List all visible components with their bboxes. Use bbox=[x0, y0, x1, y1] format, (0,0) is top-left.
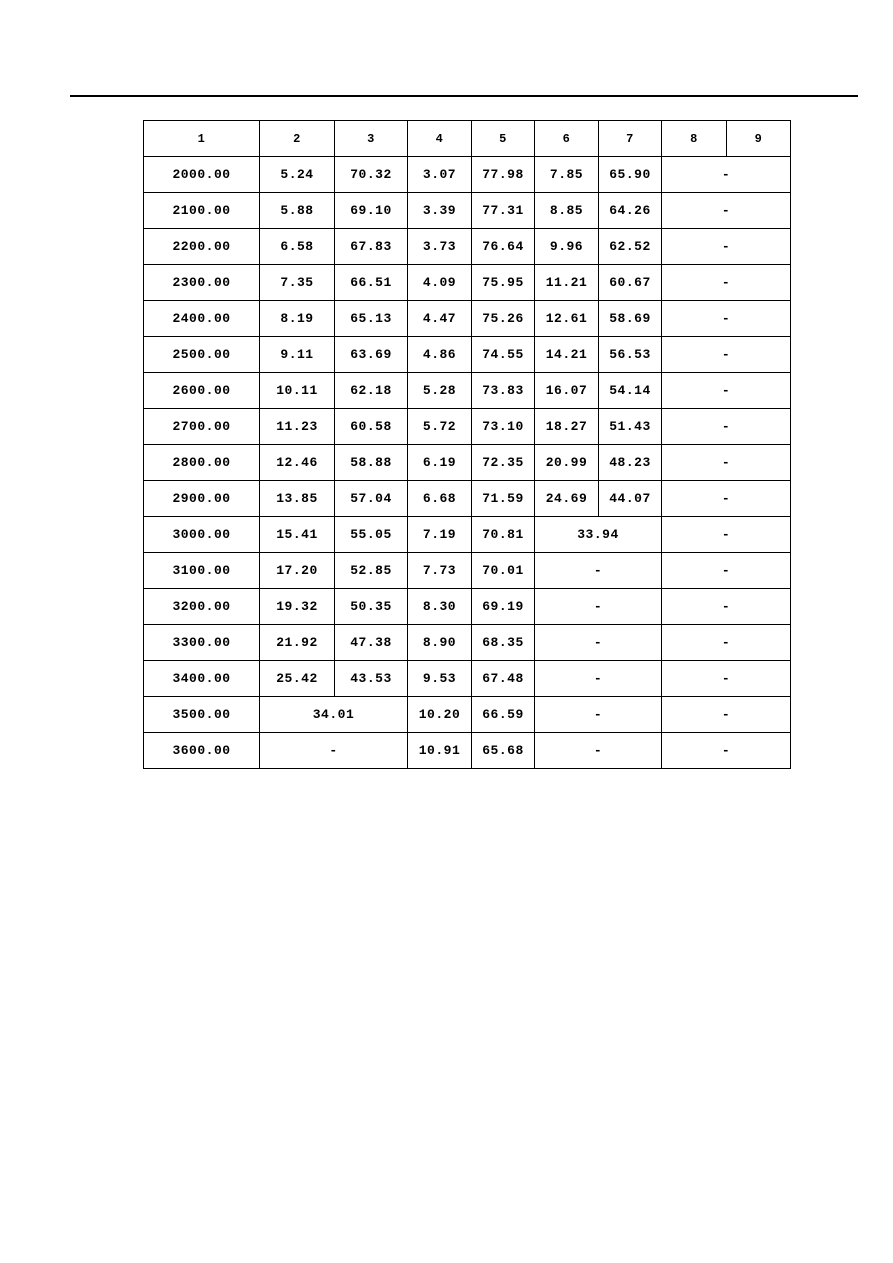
table-cell: - bbox=[662, 337, 791, 373]
table-cell: - bbox=[535, 553, 662, 589]
table-cell: 71.59 bbox=[472, 481, 535, 517]
header-row bbox=[144, 121, 791, 157]
table-cell: 3200.00 bbox=[144, 589, 260, 625]
table-cell: 3500.00 bbox=[144, 697, 260, 733]
table-cell: - bbox=[662, 409, 791, 445]
table-row bbox=[144, 697, 791, 733]
table-cell: - bbox=[535, 733, 662, 769]
header-cell: 3 bbox=[335, 121, 408, 157]
table-cell: 66.59 bbox=[472, 697, 535, 733]
table-cell: 14.21 bbox=[535, 337, 599, 373]
table-cell: 2100.00 bbox=[144, 193, 260, 229]
table-cell: - bbox=[662, 229, 791, 265]
table-cell: 50.35 bbox=[335, 589, 408, 625]
table-cell: - bbox=[662, 373, 791, 409]
table-cell: 2600.00 bbox=[144, 373, 260, 409]
table-cell: 5.28 bbox=[408, 373, 472, 409]
table-row bbox=[144, 517, 791, 553]
table-cell: - bbox=[662, 733, 791, 769]
table-cell: 4.47 bbox=[408, 301, 472, 337]
table-cell: - bbox=[662, 445, 791, 481]
header-cell: 8 bbox=[662, 121, 727, 157]
table-cell: 57.04 bbox=[335, 481, 408, 517]
table-row bbox=[144, 733, 791, 769]
table-cell: - bbox=[662, 481, 791, 517]
table-cell: 55.05 bbox=[335, 517, 408, 553]
top-rule bbox=[70, 95, 858, 97]
table-cell: 72.35 bbox=[472, 445, 535, 481]
table-cell: 68.35 bbox=[472, 625, 535, 661]
table-cell: - bbox=[662, 517, 791, 553]
table-cell: 2300.00 bbox=[144, 265, 260, 301]
table-cell: 4.09 bbox=[408, 265, 472, 301]
table-cell: 60.58 bbox=[335, 409, 408, 445]
table-cell: 70.01 bbox=[472, 553, 535, 589]
table-cell: 3400.00 bbox=[144, 661, 260, 697]
table-cell: 65.68 bbox=[472, 733, 535, 769]
table-cell: 6.68 bbox=[408, 481, 472, 517]
table-cell: 20.99 bbox=[535, 445, 599, 481]
table-cell: 12.46 bbox=[260, 445, 335, 481]
table-cell: 67.48 bbox=[472, 661, 535, 697]
table-row bbox=[144, 661, 791, 697]
table-cell: - bbox=[662, 157, 791, 193]
table-row bbox=[144, 193, 791, 229]
table-cell: 2000.00 bbox=[144, 157, 260, 193]
table-cell: 11.23 bbox=[260, 409, 335, 445]
table-cell: 73.10 bbox=[472, 409, 535, 445]
header-cell: 2 bbox=[260, 121, 335, 157]
table-cell: - bbox=[662, 697, 791, 733]
table-cell: 44.07 bbox=[599, 481, 662, 517]
table-cell: 9.11 bbox=[260, 337, 335, 373]
table-cell: 4.86 bbox=[408, 337, 472, 373]
table-cell: 75.26 bbox=[472, 301, 535, 337]
table-cell: - bbox=[535, 625, 662, 661]
table-cell: 12.61 bbox=[535, 301, 599, 337]
table-row bbox=[144, 157, 791, 193]
table-cell: 67.83 bbox=[335, 229, 408, 265]
table-cell: 77.98 bbox=[472, 157, 535, 193]
table-cell: 3.07 bbox=[408, 157, 472, 193]
table-cell: 18.27 bbox=[535, 409, 599, 445]
table-cell: 48.23 bbox=[599, 445, 662, 481]
table-cell: 73.83 bbox=[472, 373, 535, 409]
table-cell: 2500.00 bbox=[144, 337, 260, 373]
table-cell: 7.19 bbox=[408, 517, 472, 553]
table-row bbox=[144, 373, 791, 409]
table-row bbox=[144, 409, 791, 445]
table-row bbox=[144, 301, 791, 337]
table-cell: 10.91 bbox=[408, 733, 472, 769]
table-cell: 2800.00 bbox=[144, 445, 260, 481]
table-cell: - bbox=[535, 589, 662, 625]
table-cell: 2400.00 bbox=[144, 301, 260, 337]
table-cell: 3000.00 bbox=[144, 517, 260, 553]
table-cell: 8.19 bbox=[260, 301, 335, 337]
table-cell: 15.41 bbox=[260, 517, 335, 553]
table-cell: - bbox=[535, 697, 662, 733]
table-cell: 34.01 bbox=[260, 697, 408, 733]
table-cell: 43.53 bbox=[335, 661, 408, 697]
table-cell: 6.19 bbox=[408, 445, 472, 481]
table-row bbox=[144, 445, 791, 481]
table-cell: 63.69 bbox=[335, 337, 408, 373]
table-cell: 66.51 bbox=[335, 265, 408, 301]
header-cell: 6 bbox=[535, 121, 599, 157]
table-cell: 10.20 bbox=[408, 697, 472, 733]
table-cell: 7.35 bbox=[260, 265, 335, 301]
table-cell: - bbox=[662, 625, 791, 661]
table-cell: 6.58 bbox=[260, 229, 335, 265]
table-cell: 10.11 bbox=[260, 373, 335, 409]
table-cell: 65.13 bbox=[335, 301, 408, 337]
table-cell: 51.43 bbox=[599, 409, 662, 445]
table-row bbox=[144, 265, 791, 301]
table-cell: 5.72 bbox=[408, 409, 472, 445]
table-cell: 3300.00 bbox=[144, 625, 260, 661]
table-cell: 56.53 bbox=[599, 337, 662, 373]
table-cell: 19.32 bbox=[260, 589, 335, 625]
table-cell: 25.42 bbox=[260, 661, 335, 697]
table-row bbox=[144, 553, 791, 589]
table-cell: 3600.00 bbox=[144, 733, 260, 769]
table-cell: 52.85 bbox=[335, 553, 408, 589]
table-cell: 47.38 bbox=[335, 625, 408, 661]
table-cell: 21.92 bbox=[260, 625, 335, 661]
table-cell: 70.32 bbox=[335, 157, 408, 193]
table-cell: 5.24 bbox=[260, 157, 335, 193]
table-cell: 64.26 bbox=[599, 193, 662, 229]
table-cell: 2200.00 bbox=[144, 229, 260, 265]
table-row bbox=[144, 625, 791, 661]
table-row bbox=[144, 589, 791, 625]
table-row bbox=[144, 229, 791, 265]
table-cell: 69.10 bbox=[335, 193, 408, 229]
table-cell: 2700.00 bbox=[144, 409, 260, 445]
table-cell: - bbox=[662, 301, 791, 337]
table-cell: - bbox=[535, 661, 662, 697]
table-cell: - bbox=[662, 193, 791, 229]
table-cell: 76.64 bbox=[472, 229, 535, 265]
table-cell: 11.21 bbox=[535, 265, 599, 301]
table-cell: - bbox=[260, 733, 408, 769]
table-cell: 3100.00 bbox=[144, 553, 260, 589]
table-cell: 7.85 bbox=[535, 157, 599, 193]
table-cell: 9.96 bbox=[535, 229, 599, 265]
table-cell: 62.18 bbox=[335, 373, 408, 409]
table-cell: 17.20 bbox=[260, 553, 335, 589]
table-cell: 75.95 bbox=[472, 265, 535, 301]
table-cell: 13.85 bbox=[260, 481, 335, 517]
table-cell: 58.69 bbox=[599, 301, 662, 337]
table-cell: 16.07 bbox=[535, 373, 599, 409]
table-cell: 70.81 bbox=[472, 517, 535, 553]
table-cell: 5.88 bbox=[260, 193, 335, 229]
table-row bbox=[144, 481, 791, 517]
header-cell: 7 bbox=[599, 121, 662, 157]
table-cell: - bbox=[662, 589, 791, 625]
table-cell: 77.31 bbox=[472, 193, 535, 229]
data-table bbox=[143, 120, 791, 769]
table-cell: 3.39 bbox=[408, 193, 472, 229]
table-cell: 69.19 bbox=[472, 589, 535, 625]
header-cell: 9 bbox=[727, 121, 791, 157]
table-cell: 24.69 bbox=[535, 481, 599, 517]
table-cell: 2900.00 bbox=[144, 481, 260, 517]
table-cell: 62.52 bbox=[599, 229, 662, 265]
table-cell: 7.73 bbox=[408, 553, 472, 589]
table-cell: - bbox=[662, 553, 791, 589]
table-cell: 74.55 bbox=[472, 337, 535, 373]
header-cell: 5 bbox=[472, 121, 535, 157]
table-cell: 33.94 bbox=[535, 517, 662, 553]
table-cell: 58.88 bbox=[335, 445, 408, 481]
header-cell: 4 bbox=[408, 121, 472, 157]
table-cell: 8.30 bbox=[408, 589, 472, 625]
table-body bbox=[144, 157, 791, 769]
table-cell: 60.67 bbox=[599, 265, 662, 301]
table-cell: 9.53 bbox=[408, 661, 472, 697]
table-cell: 8.90 bbox=[408, 625, 472, 661]
table-cell: 54.14 bbox=[599, 373, 662, 409]
table-row bbox=[144, 337, 791, 373]
table-cell: - bbox=[662, 661, 791, 697]
table-cell: 8.85 bbox=[535, 193, 599, 229]
table-cell: 3.73 bbox=[408, 229, 472, 265]
table-cell: 65.90 bbox=[599, 157, 662, 193]
table-cell: - bbox=[662, 265, 791, 301]
header-cell: 1 bbox=[144, 121, 260, 157]
